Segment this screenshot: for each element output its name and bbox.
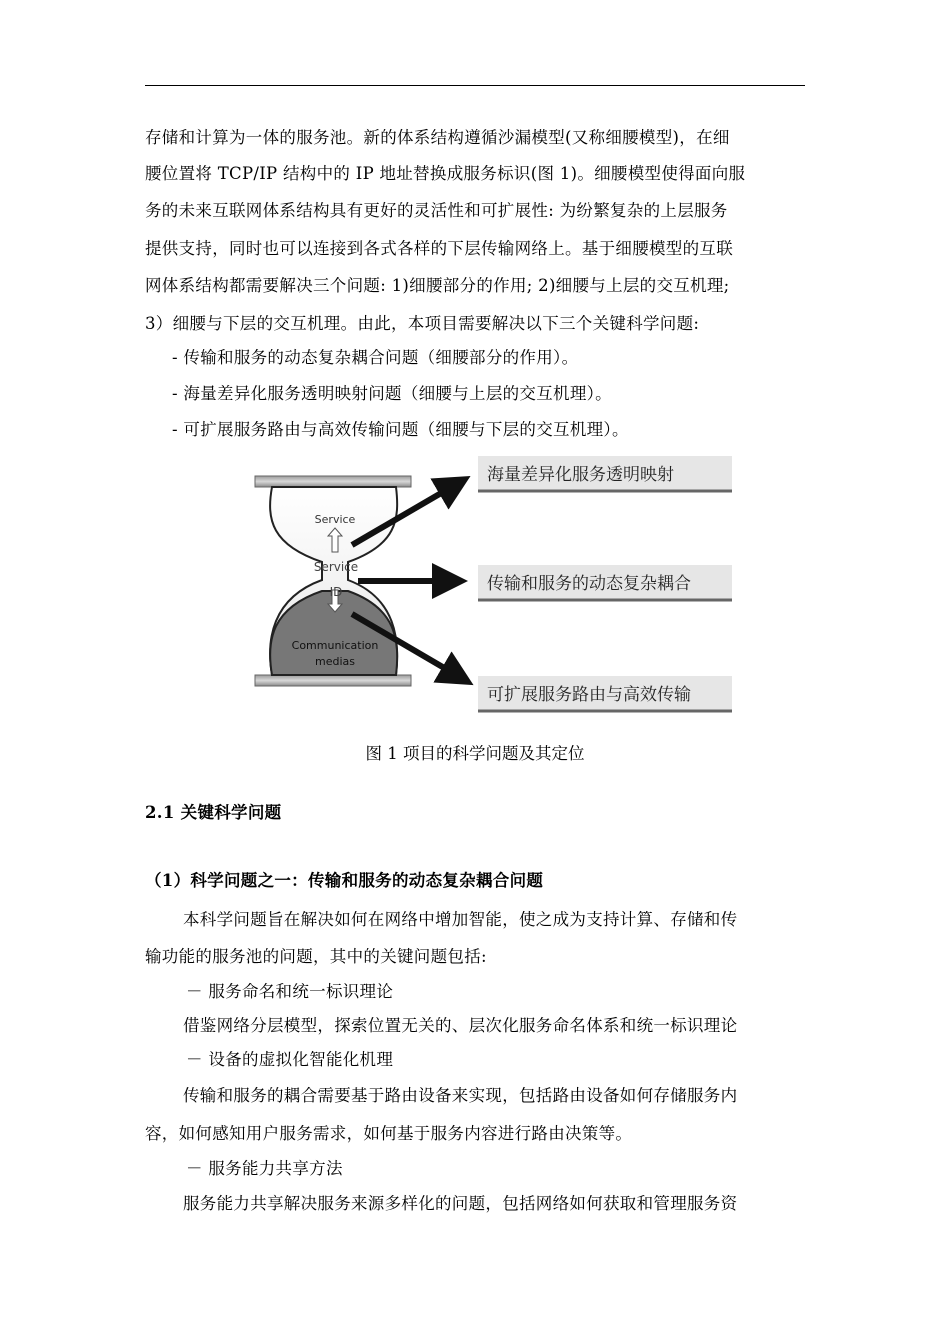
paragraph-line: 提供支持，同时也可以连接到各式各样的下层传输网络上。基于细腰模型的互联 — [145, 239, 733, 258]
bottom-plate — [255, 675, 411, 686]
figure-caption: 图 1 项目的科学问题及其定位 — [365, 744, 585, 763]
body-line: 本科学问题旨在解决如何在网络中增加智能，使之成为支持计算、存储和传 — [183, 910, 738, 929]
paragraph-line: 腰位置将 TCP/IP 结构中的 IP 地址替换成服务标识(图 1)。细腰模型使得面向服 — [145, 164, 746, 183]
paragraph-line: 务的未来互联网体系结构具有更好的灵活性和可扩展性: 为纷繁复杂的上层服务 — [145, 201, 728, 220]
body-line: － 服务命名和统一标识理论 — [186, 982, 394, 1001]
box-routing-label: 可扩展服务路由与高效传输 — [487, 685, 691, 705]
body-line: － 服务能力共享方法 — [186, 1159, 343, 1178]
paragraph-line: 存储和计算为一体的服务池。新的体系结构遵循沙漏模型(又称细腰模型)，在细 — [145, 128, 730, 147]
label-service-id-2: ID — [329, 585, 343, 599]
hourglass-figure — [250, 450, 740, 722]
bullet-item: - 可扩展服务路由与高效传输问题（细腰与下层的交互机理）。 — [172, 420, 629, 439]
body-line: 服务能力共享解决服务来源多样化的问题，包括网络如何获取和管理服务资 — [183, 1194, 738, 1213]
box-mapping-label: 海量差异化服务透明映射 — [487, 465, 674, 485]
label-service-id-1: Service — [313, 560, 359, 574]
body-line: － 设备的虚拟化智能化机理 — [186, 1050, 394, 1069]
paragraph-line: 网体系结构都需要解决三个问题: 1)细腰部分的作用; 2)细腰与上层的交互机理; — [145, 276, 730, 295]
header-rule — [145, 85, 805, 86]
label-communication: Communication — [291, 639, 379, 652]
bullet-item: - 海量差异化服务透明映射问题（细腰与上层的交互机理）。 — [172, 384, 612, 403]
bullet-item: - 传输和服务的动态复杂耦合问题（细腰部分的作用）。 — [172, 348, 579, 367]
section-heading: 2.1 关键科学问题 — [145, 803, 282, 822]
box-coupling-label: 传输和服务的动态复杂耦合 — [487, 574, 691, 594]
body-line: 借鉴网络分层模型，探索位置无关的、层次化服务命名体系和统一标识理论 — [183, 1016, 738, 1035]
paragraph-line: 3）细腰与下层的交互机理。由此，本项目需要解决以下三个关键科学问题: — [145, 314, 700, 333]
sub-heading: （1）科学问题之一：传输和服务的动态复杂耦合问题 — [145, 871, 544, 890]
body-line: 容，如何感知用户服务需求，如何基于服务内容进行路由决策等。 — [145, 1124, 633, 1143]
top-plate — [255, 476, 411, 487]
body-line: 传输和服务的耦合需要基于路由设备来实现，包括路由设备如何存储服务内 — [183, 1086, 738, 1105]
label-service: Service — [314, 513, 356, 526]
body-line: 输功能的服务池的问题，其中的关键问题包括: — [145, 947, 487, 966]
label-medias: medias — [315, 655, 355, 668]
